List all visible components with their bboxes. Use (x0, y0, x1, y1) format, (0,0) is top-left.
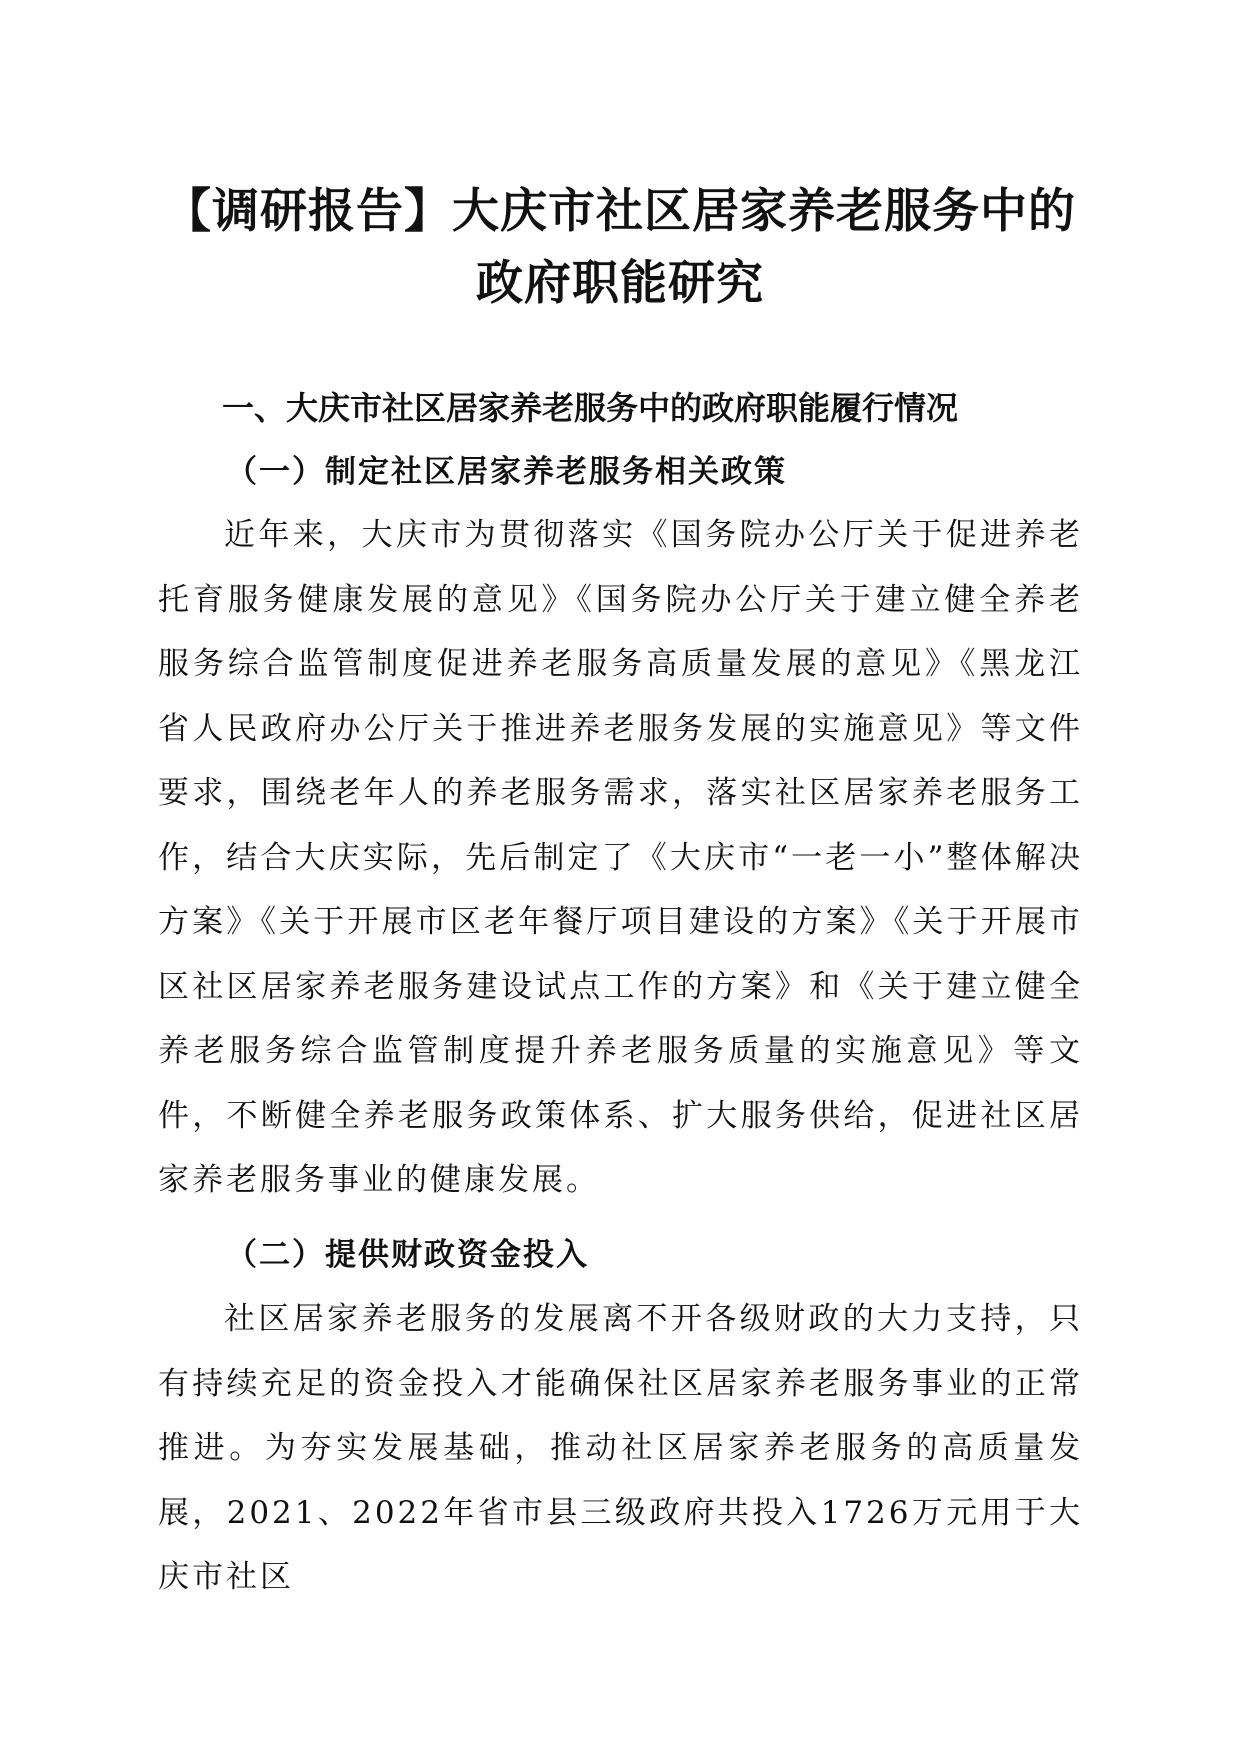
subsection-heading-funding: （二）提供财政资金投入 (226, 1237, 589, 1273)
subsection-heading-policy: （一）制定社区居家养老服务相关政策 (226, 454, 787, 490)
document-title: 【调研报告】大庆市社区居家养老服务中的政府职能研究 (164, 184, 1076, 311)
section-heading: 一、大庆市社区居家养老服务中的政府职能履行情况 (222, 389, 959, 427)
paragraph-funding: 社区居家养老服务的发展离不开各级财政的大力支持，只有持续充足的资金投入才能确保社区居家养老服务事业的正常推进。为夯实发展基础，推动社区居家养老服务的高质量发展，2021、2022年省市县三级政府共投入1726万元用于大庆市社区 (158, 1301, 1083, 1595)
paragraph-policy: 近年来，大庆市为贯彻落实《国务院办公厅关于促进养老托育服务健康发展的意见》《国务院办公厅关于建立健全养老服务综合监管制度促进养老服务高质量发展的意见》《黑龙江省人民政府办公厅关于推进养老服务发展的实施意见》等文件要求，围绕老年人的养老服务需求，落实社区居家养老服务工作，结合大庆实际，先后制定了《大庆市“一老一小”整体解决方案》《关于开展市区老年餐厅项目建设的方案》《关于开展市区社区居家养老服务建设试点工作的方案》和《关于建立健全养老服务综合监管制度提升养老服务质量的实施意见》等文件，不断健全养老服务政策体系、扩大服务供给，促进社区居家养老服务事业的健康发展。 (158, 517, 1083, 1198)
